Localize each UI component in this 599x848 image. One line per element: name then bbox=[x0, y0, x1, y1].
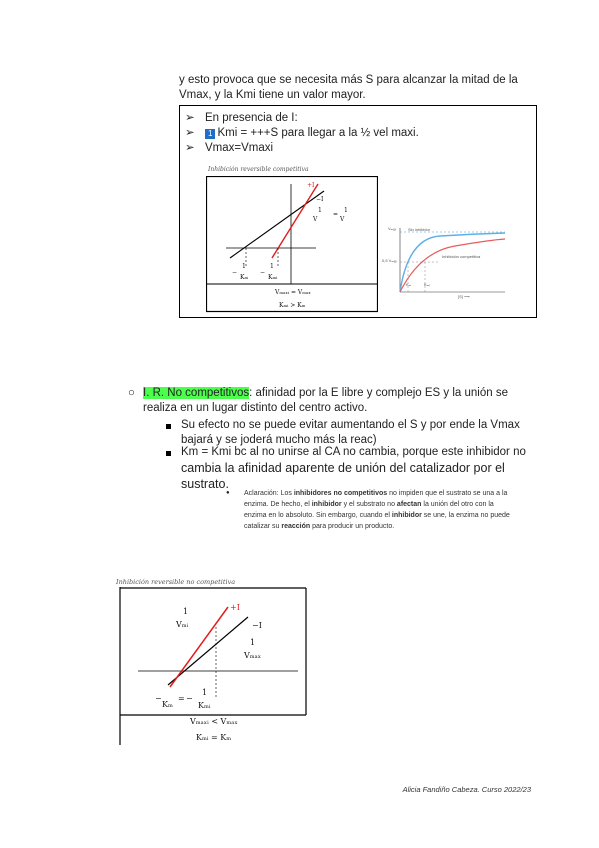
fig1-neg-a: − bbox=[232, 269, 238, 276]
nc-sub-1b: bajará y se joderá mucho más la reac) bbox=[181, 434, 377, 446]
a1-b: inhibidores no competitivos bbox=[293, 490, 388, 497]
fig1-minus-i: −I bbox=[316, 196, 324, 203]
fig1-vline: Vₘₐₓᵢ = Vₘₐₓ bbox=[275, 289, 311, 296]
a1-pre: Aclaración: Los bbox=[244, 490, 294, 497]
fig2-kmi: Kₘᵢ bbox=[198, 701, 211, 710]
a2-b2: afectan bbox=[396, 501, 422, 508]
michaelis-menten-competitive bbox=[380, 222, 510, 302]
nc-heading bbox=[143, 386, 543, 416]
fig1-vmax-b: V bbox=[340, 216, 345, 223]
square-bullet-icon bbox=[166, 424, 171, 429]
fig2-eq: = bbox=[178, 694, 185, 703]
mm-vmax-label: Vₘₐₓ bbox=[388, 226, 396, 231]
fig2-one-c: 1 bbox=[202, 688, 208, 697]
nc-title: I. R. No competitivos bbox=[143, 387, 250, 399]
fig2-one-b: 1 bbox=[250, 638, 256, 647]
presence-text-1: En presencia de I: bbox=[205, 112, 298, 124]
presence-bullet-1 bbox=[185, 112, 298, 125]
nc-sub-1a: Su efecto no se puede evitar aumentando el S y por ende la Vmax bbox=[181, 419, 520, 431]
arrow-bullet-icon: ➢ bbox=[185, 127, 195, 139]
presence-bullet-3 bbox=[185, 142, 274, 155]
intro-line-2: Vmax, y la Kmi tiene un valor mayor. bbox=[179, 89, 366, 101]
nc-rest-2: realiza en un lugar distinto del centro activo. bbox=[143, 402, 368, 414]
fig2-one-a: 1 bbox=[183, 607, 189, 616]
a3-b: inhibidor bbox=[391, 512, 422, 519]
nc-sub-1 bbox=[181, 418, 541, 448]
fig1-one-c: 1 bbox=[242, 263, 246, 270]
nc-rest-1: : afinidad por la E libre y complejo ES y la unión se bbox=[249, 387, 508, 399]
nc-bullet-icon: ○ bbox=[128, 387, 135, 399]
fig2-neg-a: − bbox=[155, 694, 162, 703]
a4-b: reacción bbox=[281, 523, 311, 530]
intro-line-1: y esto provoca que se necesita más S para alcanzar la mitad de la bbox=[179, 74, 518, 86]
numbered-badge: 1 bbox=[205, 129, 215, 139]
fig1-kmi-a: Kₘᵢ bbox=[268, 274, 278, 281]
fig2-km: Kₘ bbox=[162, 700, 173, 709]
presence-text-3: Vmax=Vmaxi bbox=[205, 142, 274, 154]
legend-no-inhibitor: Sin inhibidor bbox=[408, 227, 431, 232]
mm-km-label: Kₘ bbox=[406, 282, 412, 287]
a2-pre: enzima. De hecho, el bbox=[244, 501, 312, 508]
fig2-vmax: Vₘₐₓ bbox=[244, 651, 262, 660]
fig1-one-b: 1 bbox=[344, 207, 348, 214]
square-bullet-icon bbox=[166, 451, 171, 456]
legend-competitive: Inhibición competitiva bbox=[442, 254, 481, 259]
fig2-caption: Inhibición reversible no competitiva bbox=[116, 578, 236, 586]
a2-post: la unión del otro con la bbox=[421, 501, 494, 508]
fig2-neg-b: − bbox=[186, 694, 193, 703]
competitive-figure-box bbox=[179, 105, 537, 318]
presence-bullet-2 bbox=[185, 127, 419, 140]
a3-pre: enzima en lo absoluto. Sin embargo, cuando el bbox=[244, 512, 392, 519]
footer-author: Alicia Fandiño Cabeza. Curso 2022/23 bbox=[402, 785, 531, 794]
fig1-one-a: 1 bbox=[318, 207, 322, 214]
mm-s-label: [S] ⟶ bbox=[458, 294, 470, 299]
a4-post: para producir un producto. bbox=[310, 523, 395, 530]
fig1-kline: Kₘᵢ > Kₘ bbox=[279, 302, 306, 309]
arrow-bullet-icon: ➢ bbox=[185, 112, 195, 124]
arrow-bullet-icon: ➢ bbox=[185, 142, 195, 154]
fig1-plus-i: +I bbox=[307, 182, 315, 189]
nc-sub-2 bbox=[181, 445, 541, 492]
fig2-kline: Kₘᵢ = Kₘ bbox=[196, 733, 232, 742]
a3-post: se une, la enzima no puede bbox=[421, 512, 510, 519]
fig1-neg-b: − bbox=[260, 269, 266, 276]
a1-post: no impiden que el sustrato se una a la bbox=[387, 490, 508, 497]
fig2-plus-i: +I bbox=[230, 603, 240, 612]
a2-mid: y el substrato no bbox=[341, 501, 397, 508]
fig2-vline: Vₘₐₓᵢ < Vₘₐₓ bbox=[190, 717, 238, 726]
intro-paragraph bbox=[179, 73, 539, 103]
fig1-eq: = bbox=[333, 211, 339, 218]
fig1-caption: Inhibición reversible competitiva bbox=[208, 166, 309, 173]
fig1-one-d: 1 bbox=[270, 263, 274, 270]
presence-text-2: Kmi = +++S para llegar a la ½ vel maxi. bbox=[217, 127, 419, 139]
nc-sub-2c: sustrato. bbox=[181, 477, 229, 491]
nc-sub-2a: Km = Kmi bc al no unirse al CA no cambia, porque este inhibidor no bbox=[181, 446, 526, 458]
nc-aclaracion bbox=[244, 488, 544, 532]
nc-sub-2b: cambia la afinidad aparente de unión del catalizador por el bbox=[181, 461, 505, 475]
fig2-vmi: Vₘᵢ bbox=[176, 620, 189, 629]
dot-bullet-icon: ● bbox=[226, 490, 230, 496]
a4-pre: catalizar su bbox=[244, 523, 282, 530]
fig2-minus-i: −I bbox=[252, 621, 262, 630]
mm-half-label: 0,5 Vₘₐₓ bbox=[382, 258, 397, 263]
a2-b1: inhibidor bbox=[311, 501, 342, 508]
mm-kmi-label: Kₘᵢ bbox=[424, 282, 430, 287]
fig1-km-a: Kₘ bbox=[240, 274, 249, 281]
fig1-vmax-a: V bbox=[313, 216, 318, 223]
